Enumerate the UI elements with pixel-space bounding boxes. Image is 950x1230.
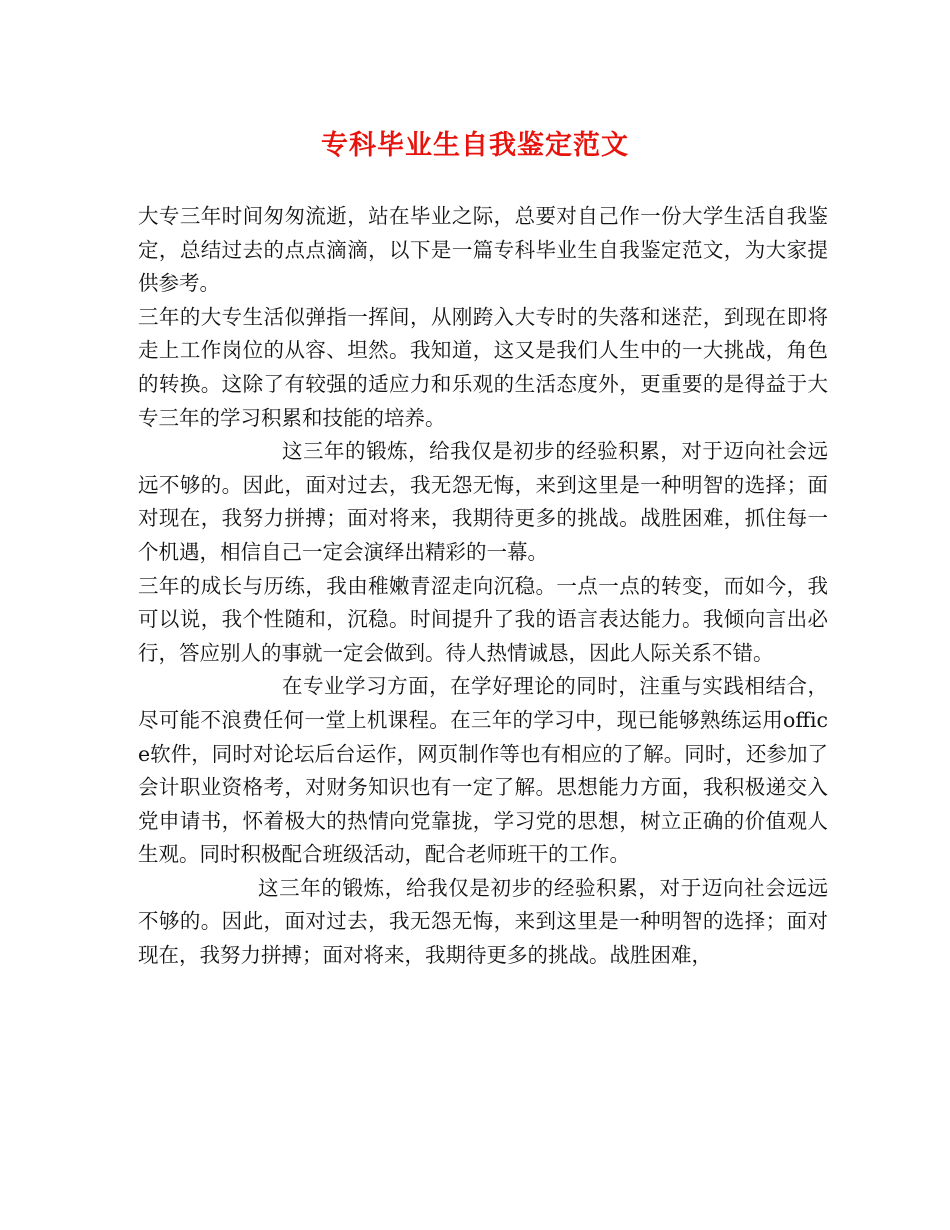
paragraph-training-repeat: 这三年的锻炼，给我仅是初步的经验积累，对于迈向社会远远不够的。因此，面对过去，我无怨无悔，来到这里是一种明智的选择；面对现在，我努力拼搏；面对将来，我期待更多的挑战。战胜困难， [138, 875, 828, 968]
paragraph-study: 在专业学习方面，在学好理论的同时，注重与实践相结合，尽可能不浪费任何一堂上机课程。在三年的学习中，现已能够熟练运用office软件，同时对论坛后台运作，网页制作等也有相应的了解。同时，还参加了会计职业资格考，对财务知识也有一定了解。思想能力方面，我积极递交入党申请书，怀着极大的热情向党靠拢，学习党的思想，树立正确的价值观人生观。同时积极配合班级活动，配合老师班干的工作。 [138, 674, 828, 867]
paragraph-growth: 三年的成长与历练，我由稚嫩青涩走向沉稳。一点一点的转变，而如今，我可以说，我个性随和，沉稳。时间提升了我的语言表达能力。我倾向言出必行，答应别人的事就一定会做到。待人热情诚恳，因此人际关系不错。 [138, 573, 828, 665]
paragraph-training: 这三年的锻炼，给我仅是初步的经验积累，对于迈向社会远远不够的。因此，面对过去，我无怨无悔，来到这里是一种明智的选择；面对现在，我努力拼搏；面对将来，我期待更多的挑战。战胜困难，抓住每一个机遇，相信自己一定会演绎出精彩的一幕。 [138, 439, 828, 564]
paragraph-college-life: 三年的大专生活似弹指一挥间，从刚跨入大专时的失落和迷茫，到现在即将走上工作岗位的从容、坦然。我知道，这又是我们人生中的一大挑战，角色的转换。这除了有较强的适应力和乐观的生活态度外，更重要的是得益于大专三年的学习积累和技能的培养。 [138, 304, 828, 430]
document-title: 专科毕业生自我鉴定范文 [321, 130, 629, 161]
document-body [138, 200, 828, 973]
paragraph-intro: 大专三年时间匆匆流逝，站在毕业之际，总要对自己作一份大学生活自我鉴定，总结过去的点点滴滴，以下是一篇专科毕业生自我鉴定范文，为大家提供参考。 [138, 204, 828, 296]
